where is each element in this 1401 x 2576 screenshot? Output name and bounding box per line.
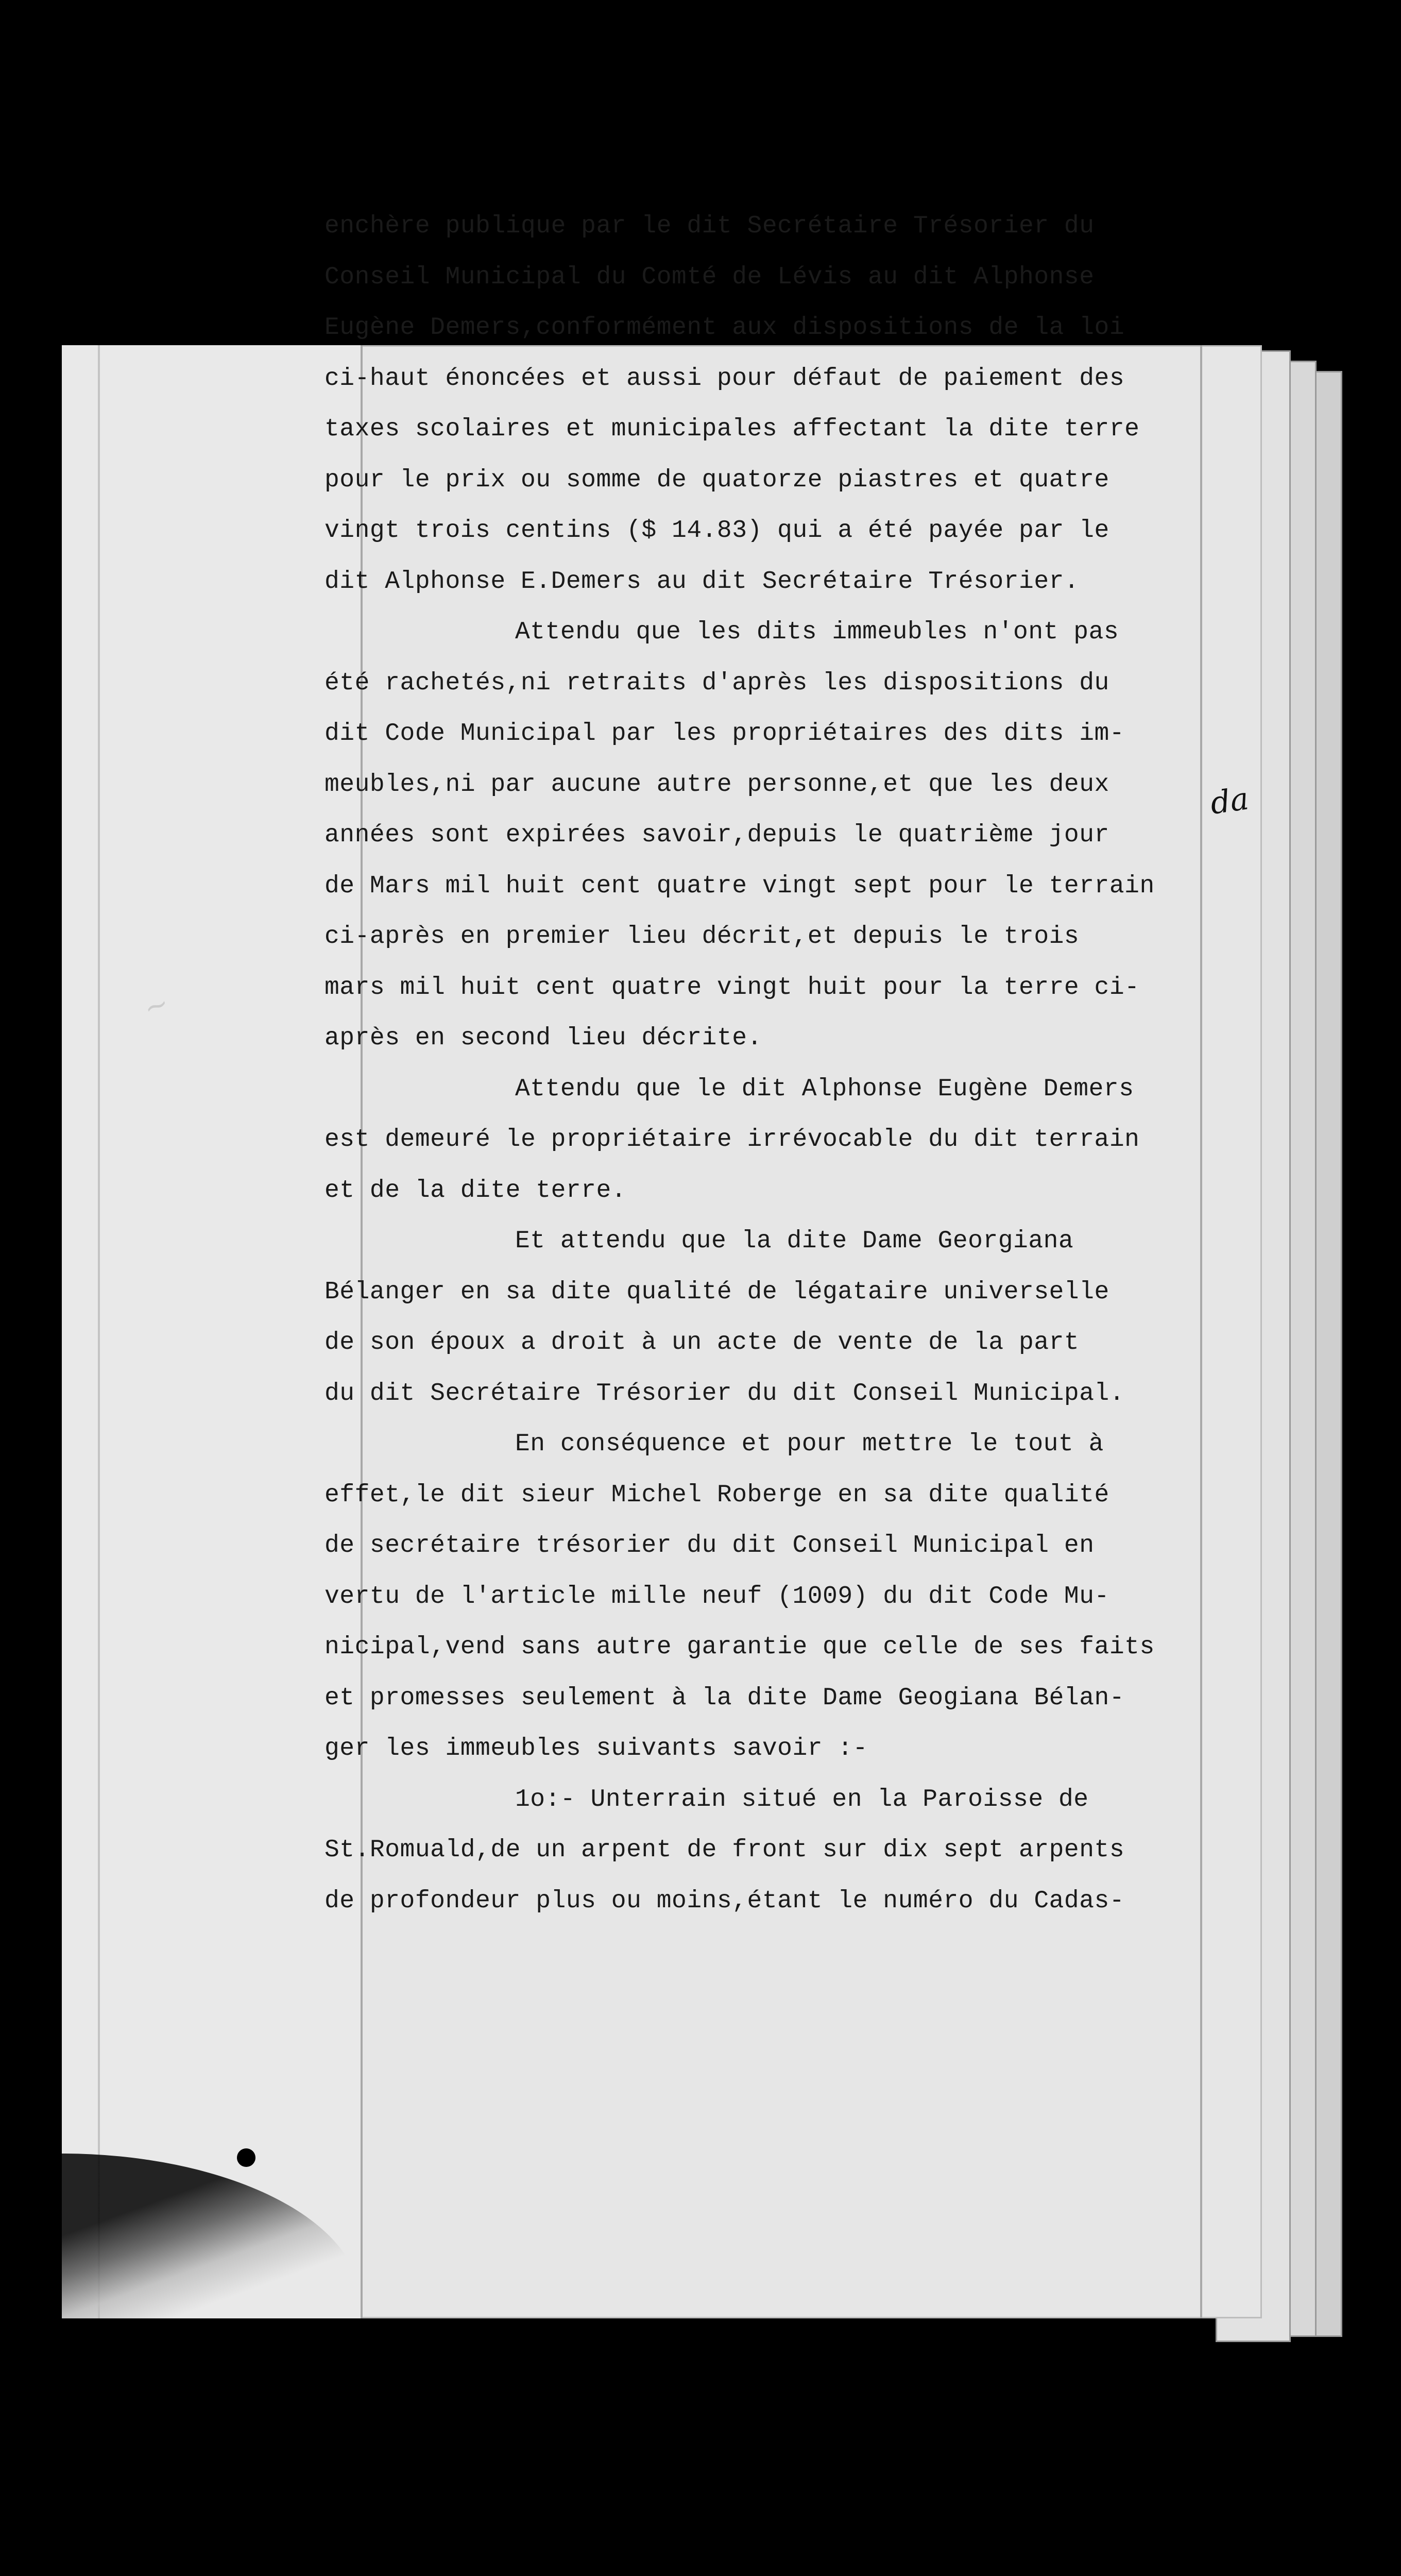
text-line: St.Romuald,de un arpent de front sur dix sept arpents xyxy=(324,1836,1125,1864)
text-line: enchère publique par le dit Secrétaire Trésorier du xyxy=(324,212,1095,240)
text-line: été rachetés,ni retraits d'après les dispositions du xyxy=(324,669,1109,697)
text-line: et promesses seulement à la dite Dame Geogiana Bélan- xyxy=(324,1684,1125,1712)
text-line: de profondeur plus ou moins,étant le numéro du Cadas- xyxy=(324,1887,1125,1915)
text-line: ger les immeubles suivants savoir :- xyxy=(324,1735,868,1762)
text-line: dit Code Municipal par les propriétaires des dits im- xyxy=(324,720,1125,748)
text-line: après en second lieu décrite. xyxy=(324,1024,762,1052)
left-margin-flap xyxy=(62,345,362,2318)
document-text xyxy=(324,201,1200,1926)
margin-rule xyxy=(98,345,100,2318)
text-line: dit Alphonse E.Demers au dit Secrétaire Trésorier. xyxy=(324,567,1080,596)
text-line: 1o:- Unterrain situé en la Paroisse de xyxy=(515,1785,1089,1814)
text-line: Bélanger en sa dite qualité de légataire universelle xyxy=(324,1278,1109,1306)
text-line: Conseil Municipal du Comté de Lévis au dit Alphonse xyxy=(324,263,1095,291)
margin-note: da xyxy=(1208,781,1251,822)
text-line: taxes scolaires et municipales affectant la dite terre xyxy=(324,415,1140,443)
text-line: vingt trois centins ($ 14.83) qui a été payée par le xyxy=(324,517,1109,545)
punch-hole xyxy=(237,2148,255,2167)
text-line: années sont expirées savoir,depuis le quatrième jour xyxy=(324,821,1109,849)
text-line: ci-après en premier lieu décrit,et depuis le trois xyxy=(324,923,1080,951)
text-line: Attendu que le dit Alphonse Eugène Demers xyxy=(515,1075,1134,1103)
text-line: de secrétaire trésorier du dit Conseil Municipal en xyxy=(324,1532,1095,1560)
margin-rule xyxy=(1200,345,1202,2318)
text-line: de son époux a droit à un acte de vente de la part xyxy=(324,1329,1080,1357)
text-line: nicipal,vend sans autre garantie que celle de ses faits xyxy=(324,1633,1155,1661)
text-line: et de la dite terre. xyxy=(324,1176,627,1205)
text-line: Et attendu que la dite Dame Georgiana xyxy=(515,1227,1074,1255)
text-line: vertu de l'article mille neuf (1009) du dit Code Mu- xyxy=(324,1582,1109,1611)
text-line: ci-haut énoncées et aussi pour défaut de paiement des xyxy=(324,364,1125,393)
text-line: Attendu que les dits immeubles n'ont pas xyxy=(515,618,1119,646)
text-line: pour le prix ou somme de quatorze piastres et quatre xyxy=(324,466,1109,494)
text-line: effet,le dit sieur Michel Roberge en sa dite qualité xyxy=(324,1481,1109,1509)
text-line: meubles,ni par aucune autre personne,et que les deux xyxy=(324,770,1109,799)
text-line: mars mil huit cent quatre vingt huit pour la terre ci- xyxy=(324,973,1140,1002)
text-line: En conséquence et pour mettre le tout à xyxy=(515,1430,1104,1458)
text-line: de Mars mil huit cent quatre vingt sept pour le terrain xyxy=(324,872,1155,900)
faint-handwriting: ~ xyxy=(139,986,174,1026)
text-line: du dit Secrétaire Trésorier du dit Conseil Municipal. xyxy=(324,1379,1125,1408)
text-line: Eugène Demers,conformément aux dispositions de la loi xyxy=(324,314,1125,342)
text-line: est demeuré le propriétaire irrévocable du dit terrain xyxy=(324,1126,1140,1154)
